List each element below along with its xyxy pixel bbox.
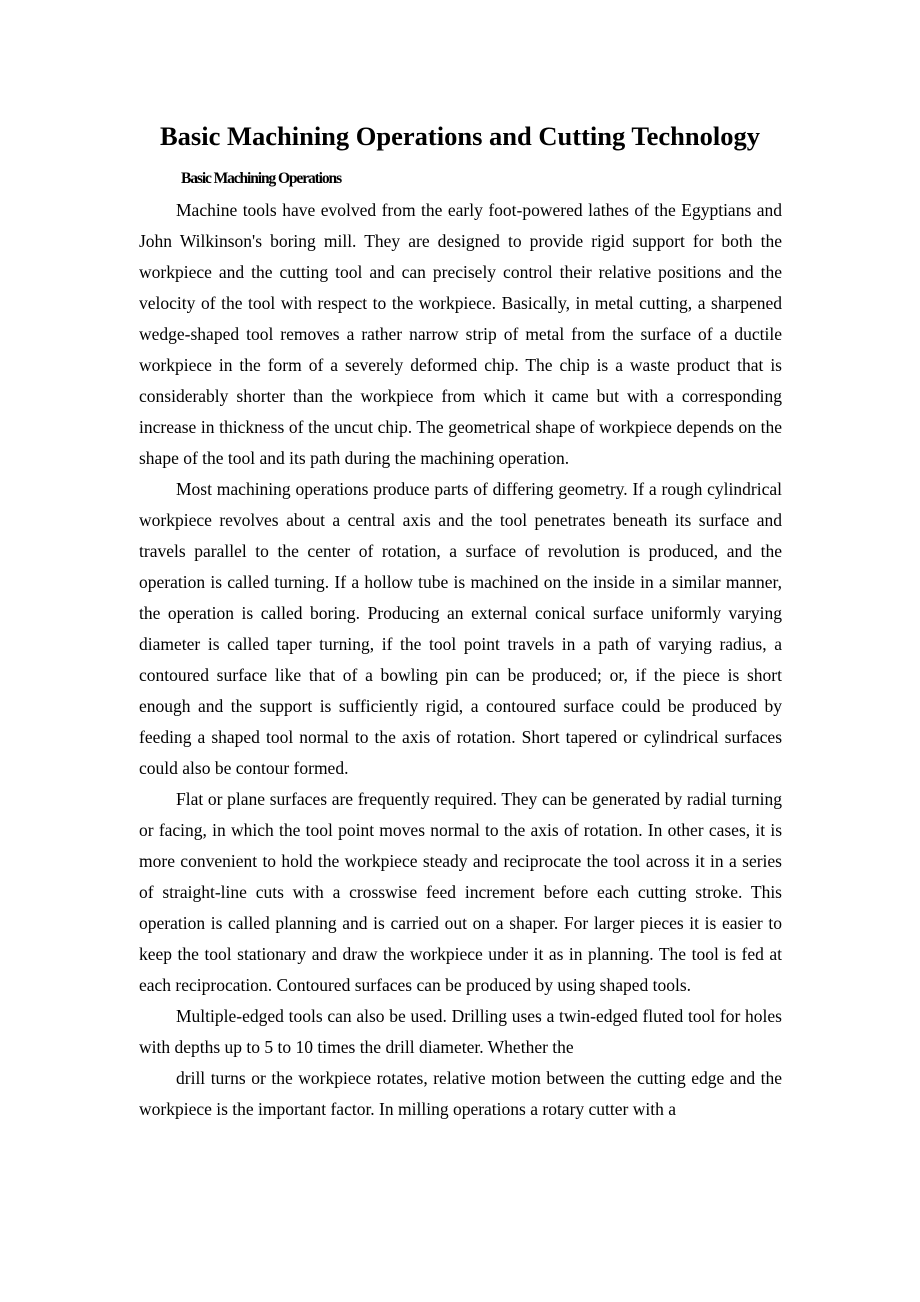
paragraph-multiple-edged-tools: Multiple-edged tools can also be used. Drilling uses a twin-edged fluted tool for holes with depths up to 5 to 10 times the drill diameter. Whether the (139, 1006, 782, 1057)
document-title: Basic Machining Operations and Cutting Technology (159, 121, 761, 151)
paragraph-drill-continuation: drill turns or the workpiece rotates, relative motion between the cutting edge and the workpiece is the important factor. In milling operations a rotary cutter with a (139, 1068, 782, 1119)
paragraph-machining-operations: Most machining operations produce parts of differing geometry. If a rough cylindrical workpiece revolves about a central axis and the tool penetrates beneath its surface and travels parallel to the center of rotation, a surface of revolution is produced, and the operation is called turning. If a hollow tube is machined on the inside in a similar manner, the operation is called boring. Producing an external conical surface uniformly varying diameter is called taper turning, if the tool point travels in a path of varying radius, a contoured surface like that of a bowling pin can be produced; or, if the piece is short enough and the support is sufficiently rigid, a contoured surface could be produced by feeding a shaped tool normal to the axis of rotation. Short tapered or cylindrical surfaces could also be contour formed. (139, 479, 782, 778)
section-heading: Basic Machining Operations (181, 170, 341, 187)
document-body (139, 195, 782, 1125)
paragraph-flat-surfaces: Flat or plane surfaces are frequently required. They can be generated by radial turning or facing, in which the tool point moves normal to the axis of rotation. In other cases, it is more convenient to hold the workpiece steady and reciprocate the tool across it in a series of straight-line cuts with a crosswise feed increment before each cutting stroke. This operation is called planning and is carried out on a shaper. For larger pieces it is easier to keep the tool stationary and draw the workpiece under it as in planning. The tool is fed at each reciprocation. Contoured surfaces can be produced by using shaped tools. (139, 789, 782, 995)
paragraph-machine-tools: Machine tools have evolved from the early foot-powered lathes of the Egyptians and John Wilkinson's boring mill. They are designed to provide rigid support for both the workpiece and the cutting tool and can precisely control their relative positions and the velocity of the tool with respect to the workpiece. Basically, in metal cutting, a sharpened wedge-shaped tool removes a rather narrow strip of metal from the surface of a ductile workpiece in the form of a severely deformed chip. The chip is a waste product that is considerably shorter than the workpiece from which it came but with a corresponding increase in thickness of the uncut chip. The geometrical shape of workpiece depends on the shape of the tool and its path during the machining operation. (139, 200, 782, 468)
